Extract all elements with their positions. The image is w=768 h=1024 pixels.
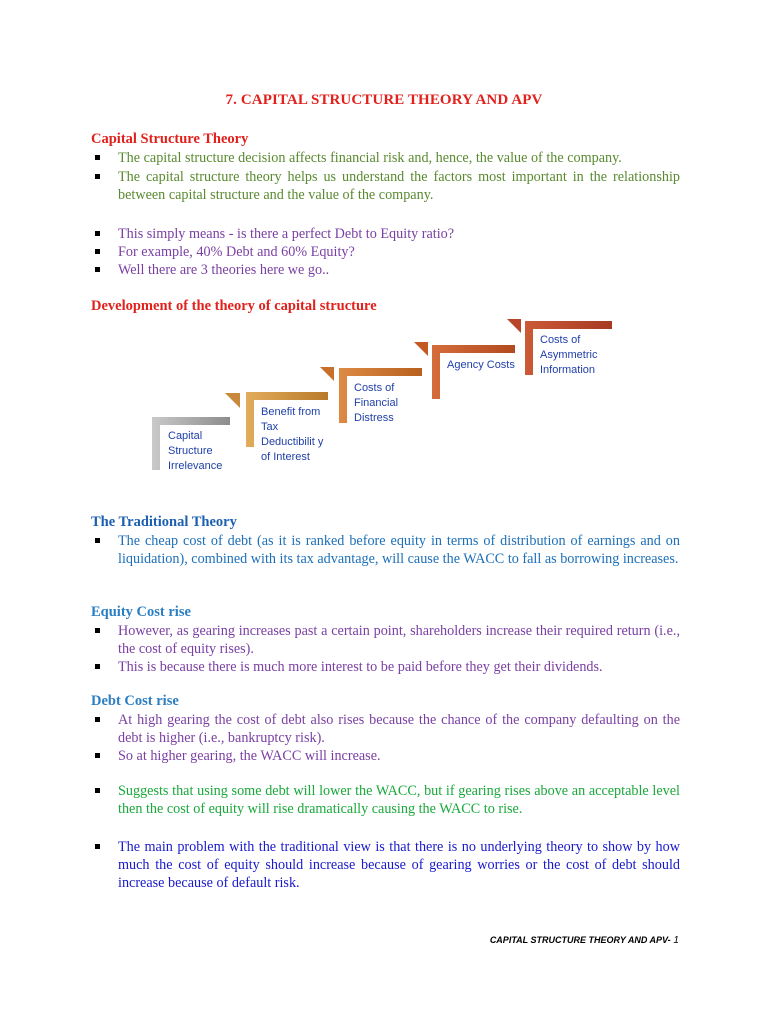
traditional-bullet-list	[95, 532, 680, 568]
step-label-3: Costs of Financial Distress	[354, 382, 399, 424]
section-heading-debt-cost-rise: Debt Cost rise	[91, 693, 179, 709]
list-item: The main problem with the traditional view is that there is no underlying theory to show by how much the cost of equity should increase because of gearing worries or the cost of debt should increase because of default risk.	[95, 838, 680, 892]
step-arrow-2	[320, 367, 334, 381]
cst-bullet-list	[95, 149, 680, 204]
footer-text: CAPITAL STRUCTURE THEORY AND APV-	[489, 935, 671, 945]
list-item: This is because there is much more interest to be paid before they get their dividends.	[95, 658, 680, 676]
bullet-square-icon	[95, 628, 100, 633]
list-item: The capital structure decision affects financial risk and, hence, the value of the company.	[95, 149, 680, 167]
bullet-square-icon	[95, 155, 100, 160]
bullet-square-icon	[95, 267, 100, 272]
page-title: 7. CAPITAL STRUCTURE THEORY AND APV	[225, 92, 543, 108]
debt-bullet-list	[95, 711, 680, 765]
step-label-2: Benefit from Tax Deductibilit y of Interest	[261, 406, 324, 463]
bullet-square-icon	[95, 231, 100, 236]
bullet-square-icon	[95, 249, 100, 254]
bullet-square-icon	[95, 788, 100, 793]
page-footer	[490, 935, 679, 946]
bullet-square-icon	[95, 753, 100, 758]
list-item: At high gearing the cost of debt also rises because the chance of the company defaulting on the debt is higher (i.e., bankruptcy risk).	[95, 711, 680, 747]
step-label-5: Costs of Asymmetric Information	[540, 334, 598, 376]
page-number: 1	[670, 935, 679, 946]
suggests-bullet-list	[95, 782, 680, 818]
bullet-square-icon	[95, 664, 100, 669]
cst-question-list	[95, 225, 680, 279]
list-item: However, as gearing increases past a certain point, shareholders increase their required return (i.e., the cost of equity rises).	[95, 622, 680, 658]
step-label-1: Capital Structure Irrelevance	[168, 430, 223, 472]
list-item: Well there are 3 theories here we go..	[95, 261, 680, 279]
list-item: For example, 40% Debt and 60% Equity?	[95, 243, 680, 261]
step-arrow-3	[414, 342, 428, 356]
section-heading-development: Development of the theory of capital structure	[91, 298, 377, 314]
list-item: Suggests that using some debt will lower the WACC, but if gearing rises above an acceptable level then the cost of equity will rise dramatically causing the WACC to rise.	[95, 782, 680, 818]
list-item: The capital structure theory helps us understand the factors most important in the relationship between capital structure and the value of the company.	[95, 168, 680, 204]
step-up-diagram	[150, 315, 620, 480]
equity-bullet-list	[95, 622, 680, 676]
section-heading-equity-cost-rise: Equity Cost rise	[91, 604, 191, 620]
list-item: The cheap cost of debt (as it is ranked before equity in terms of distribution of earnings and on liquidation), combined with its tax advantage, will cause the WACC to fall as borrowing increases.	[95, 532, 680, 568]
step-arrow-1	[225, 393, 240, 408]
step-arrow-4	[507, 319, 521, 333]
bullet-square-icon	[95, 538, 100, 543]
section-heading-capital-structure-theory: Capital Structure Theory	[91, 131, 249, 147]
bullet-square-icon	[95, 717, 100, 722]
problem-bullet-list	[95, 838, 680, 892]
bullet-square-icon	[95, 844, 100, 849]
section-heading-traditional-theory: The Traditional Theory	[91, 514, 237, 530]
step-label-4: Agency Costs	[447, 359, 515, 371]
bullet-square-icon	[95, 174, 100, 179]
list-item: This simply means - is there a perfect Debt to Equity ratio?	[95, 225, 680, 243]
list-item: So at higher gearing, the WACC will increase.	[95, 747, 680, 765]
